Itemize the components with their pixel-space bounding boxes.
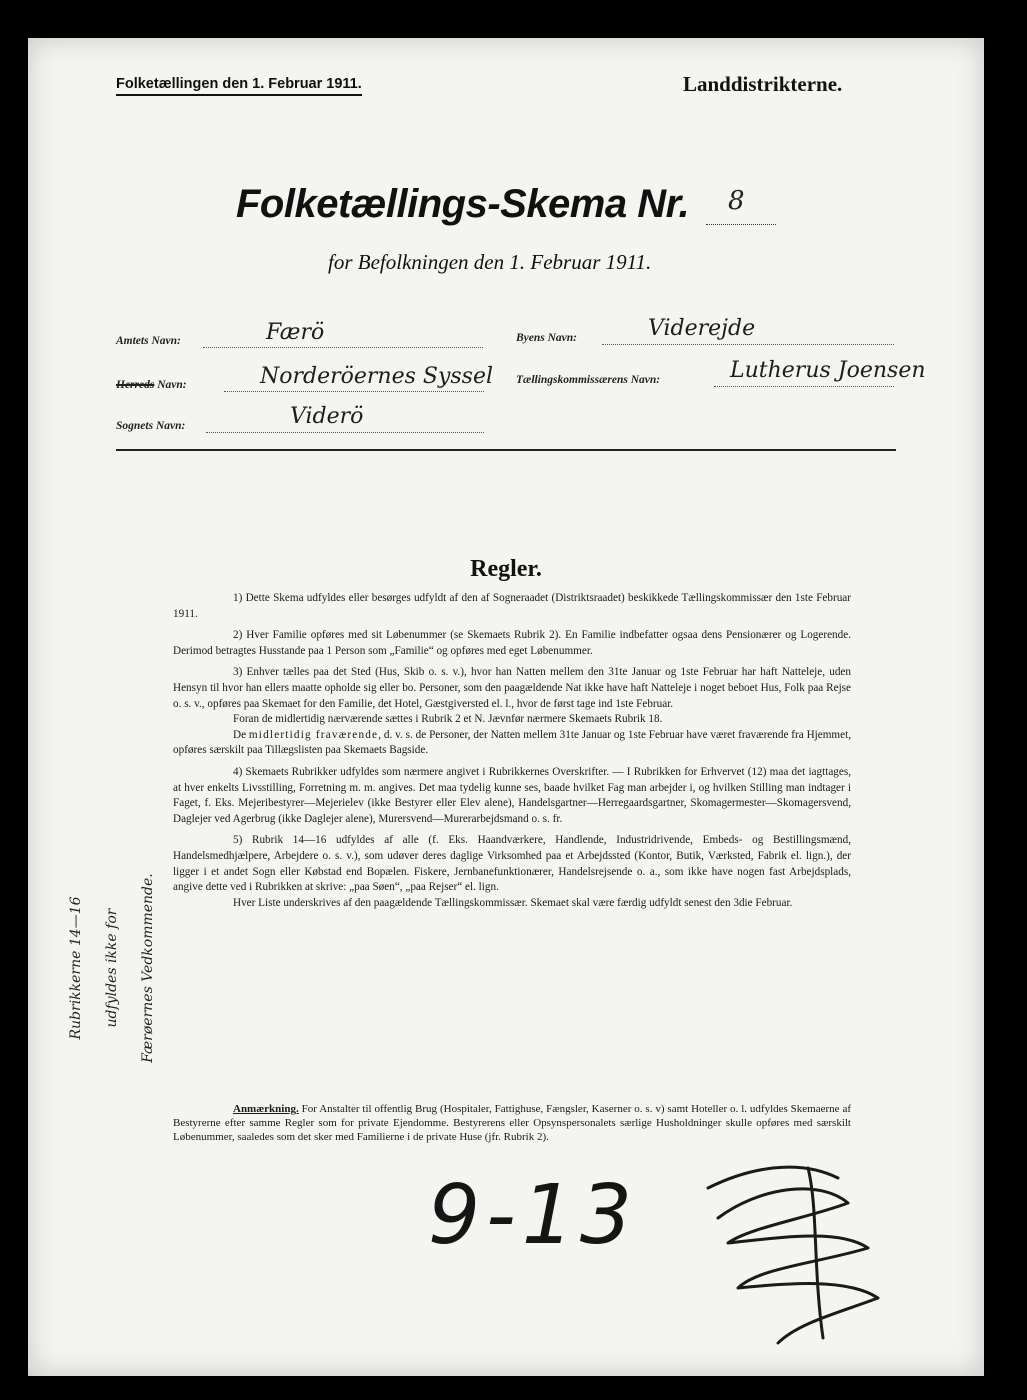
note-label: Anmærkning.: [233, 1103, 299, 1115]
rule-6: Hver Liste underskrives af den paagældende Tællingskommissær. Skemaet skal være færdig udfyldt senest den 3die Februar.: [233, 896, 793, 909]
rule-3: 3) Enhver tælles paa det Sted (Hus, Skib o. s. v.), hvor han Natten mellem den 31te Januar og 1ste Februar har haft Natteleje, uden Hensyn til hvor han ellers maatte opholde sig eller bo. Personer, som den paagældende Nat ikke have haft Natteleje i noget beboet Hus, Folk paa Rejse o. s. v., opføres paa Skemaet for den Familie, det Hotel, Gæstgiversted el. l., hvor de først tage ind 1ste Februar.: [173, 666, 851, 710]
sogn-line: [206, 432, 484, 433]
rules-text: [173, 591, 851, 917]
rule-1: 1) Dette Skema udfyldes eller besørges udfyldt af den af Sogneraadet (Distriktsraadet) beskikkede Tællingskommissær den 1ste Februar 1911.: [173, 592, 851, 620]
census-form-page: [28, 38, 984, 1376]
form-title: Folketællings-Skema Nr.: [236, 182, 690, 226]
handwritten-side-note: [58, 848, 208, 1088]
handwritten-range-number: 9-13: [428, 1168, 639, 1263]
rule-4: 4) Skemaets Rubrikker udfyldes som nærmere angivet i Rubrikkernes Overskrifter. — I Rubrikken for Erhvervet (12) maa det iagttages, at hver enkelts Livsstilling, Forretning m. m. angives. Det maa tydelig kunne ses, baade hvilket Fag man arbejder i, og hvilken Stilling man indtager i Faget, f. Eks. Mejeribestyrer—Mejerielev (ikke Bestyrer eller Elev alene), Handelsgartner—Herregaardsgartner, Skomagermester—Skomagersvend, Daglejer ved Agerbrug (ikke Daglejer alene), Murersvend—Murerarbejdsmand o. s. fr.: [173, 765, 851, 825]
herred-label: [116, 379, 187, 391]
by-line: [602, 344, 894, 345]
by-label: Byens Navn:: [516, 332, 578, 344]
rule-3-absent-pre: De: [233, 728, 249, 741]
regler-title: Regler.: [470, 556, 542, 582]
rule-2: 2) Hver Familie opføres med sit Løbenummer (se Skemaets Rubrik 2). En Familie indbefatter ogsaa dens Pensionærer og Logerende. Derimod betragtes Husstande paa 1 Person som „Familie“ og opføres med eget Løbenummer.: [173, 629, 851, 657]
kommissaer-label: Tællingskommissærens Navn:: [516, 374, 661, 386]
rule-3-continued: Foran de midlertidig nærværende sættes i Rubrik 2 et N. Jævnfør nærmere Skemaets Rubrik 18.: [233, 713, 663, 726]
section-divider: [116, 449, 896, 451]
amt-value: Færö: [266, 320, 325, 345]
sogn-label: Sognets Navn:: [116, 420, 186, 432]
rule-3-absent-post: , d. v. s. de Personer, der Natten mellem 31te Januar og 1ste Februar have været fraværende fra Hjemmet, opføres særskilt paa Tillægslisten paa Skemaets Bagside.: [173, 728, 851, 757]
herred-label-struck: Herreds: [116, 379, 155, 391]
note-text: For Anstalter til offentlig Brug (Hospitaler, Fattighuse, Fængsler, Kaserner o. s. v) samt Hoteller o. l. udfyldes Skemaerne af Bestyrerne efter samme Regler som for private Ejendomme. Bestyrerens eller Opsynspersonalets særlige Husholdninger skulle opføres med særskilt Løbenummer, saaledes som det sker med Familierne i de private Huse (jfr. Rubrik 2).: [173, 1103, 851, 1144]
district-type-heading: Landdistrikterne.: [683, 72, 843, 96]
annotation-note: [173, 1102, 851, 1145]
herred-value: Norderöernes Syssel: [260, 364, 494, 389]
sogn-value: Viderö: [290, 404, 364, 429]
kommissaer-line: [714, 386, 894, 387]
form-number-line: [706, 224, 776, 225]
herred-label-rest: Navn:: [154, 379, 187, 391]
side-note-line-3: Færøernes Vedkommende.: [140, 873, 156, 1063]
herred-line: [224, 391, 484, 392]
kommissaer-value: Lutherus Joensen: [730, 358, 926, 383]
rule-5: 5) Rubrik 14—16 udfyldes af alle (f. Eks. Haandværkere, Handlende, Industridrivende, Embeds- og Bestillingsmænd, Handelsmedhjælpere, Arbejdere o. s. v.), som udøver deres daglige Virksomhed paa et Arbejdssted (Kontor, Butik, Værksted, Fabrik el. lign.), der ligger i et andet Sogn eller Købstad end Bopælen. Fiskere, Jernbanefunktionærer, Handelsrejsende o. a., som ikke have nogen fast Arbejdsplads, angive dette ved i Rubrikken at skrive: „paa Søen“, „paa Rejser“ el. lign.: [173, 834, 851, 894]
form-subtitle: for Befolkningen den 1. Februar 1911.: [328, 250, 652, 274]
form-number: 8: [728, 186, 745, 216]
by-value: Viderejde: [648, 316, 756, 341]
amt-label: Amtets Navn:: [116, 335, 181, 347]
rule-3-absent: [173, 728, 851, 759]
signature-scribble: [688, 1148, 898, 1348]
side-note-line-1: Rubrikkerne 14—16: [68, 896, 84, 1040]
amt-line: [203, 347, 483, 348]
census-header-line: Folketællingen den 1. Februar 1911.: [116, 76, 362, 96]
side-note-line-2: udfyldes ikke for: [104, 908, 120, 1028]
rule-3-absent-spaced: midlertidig fraværende: [248, 728, 379, 741]
